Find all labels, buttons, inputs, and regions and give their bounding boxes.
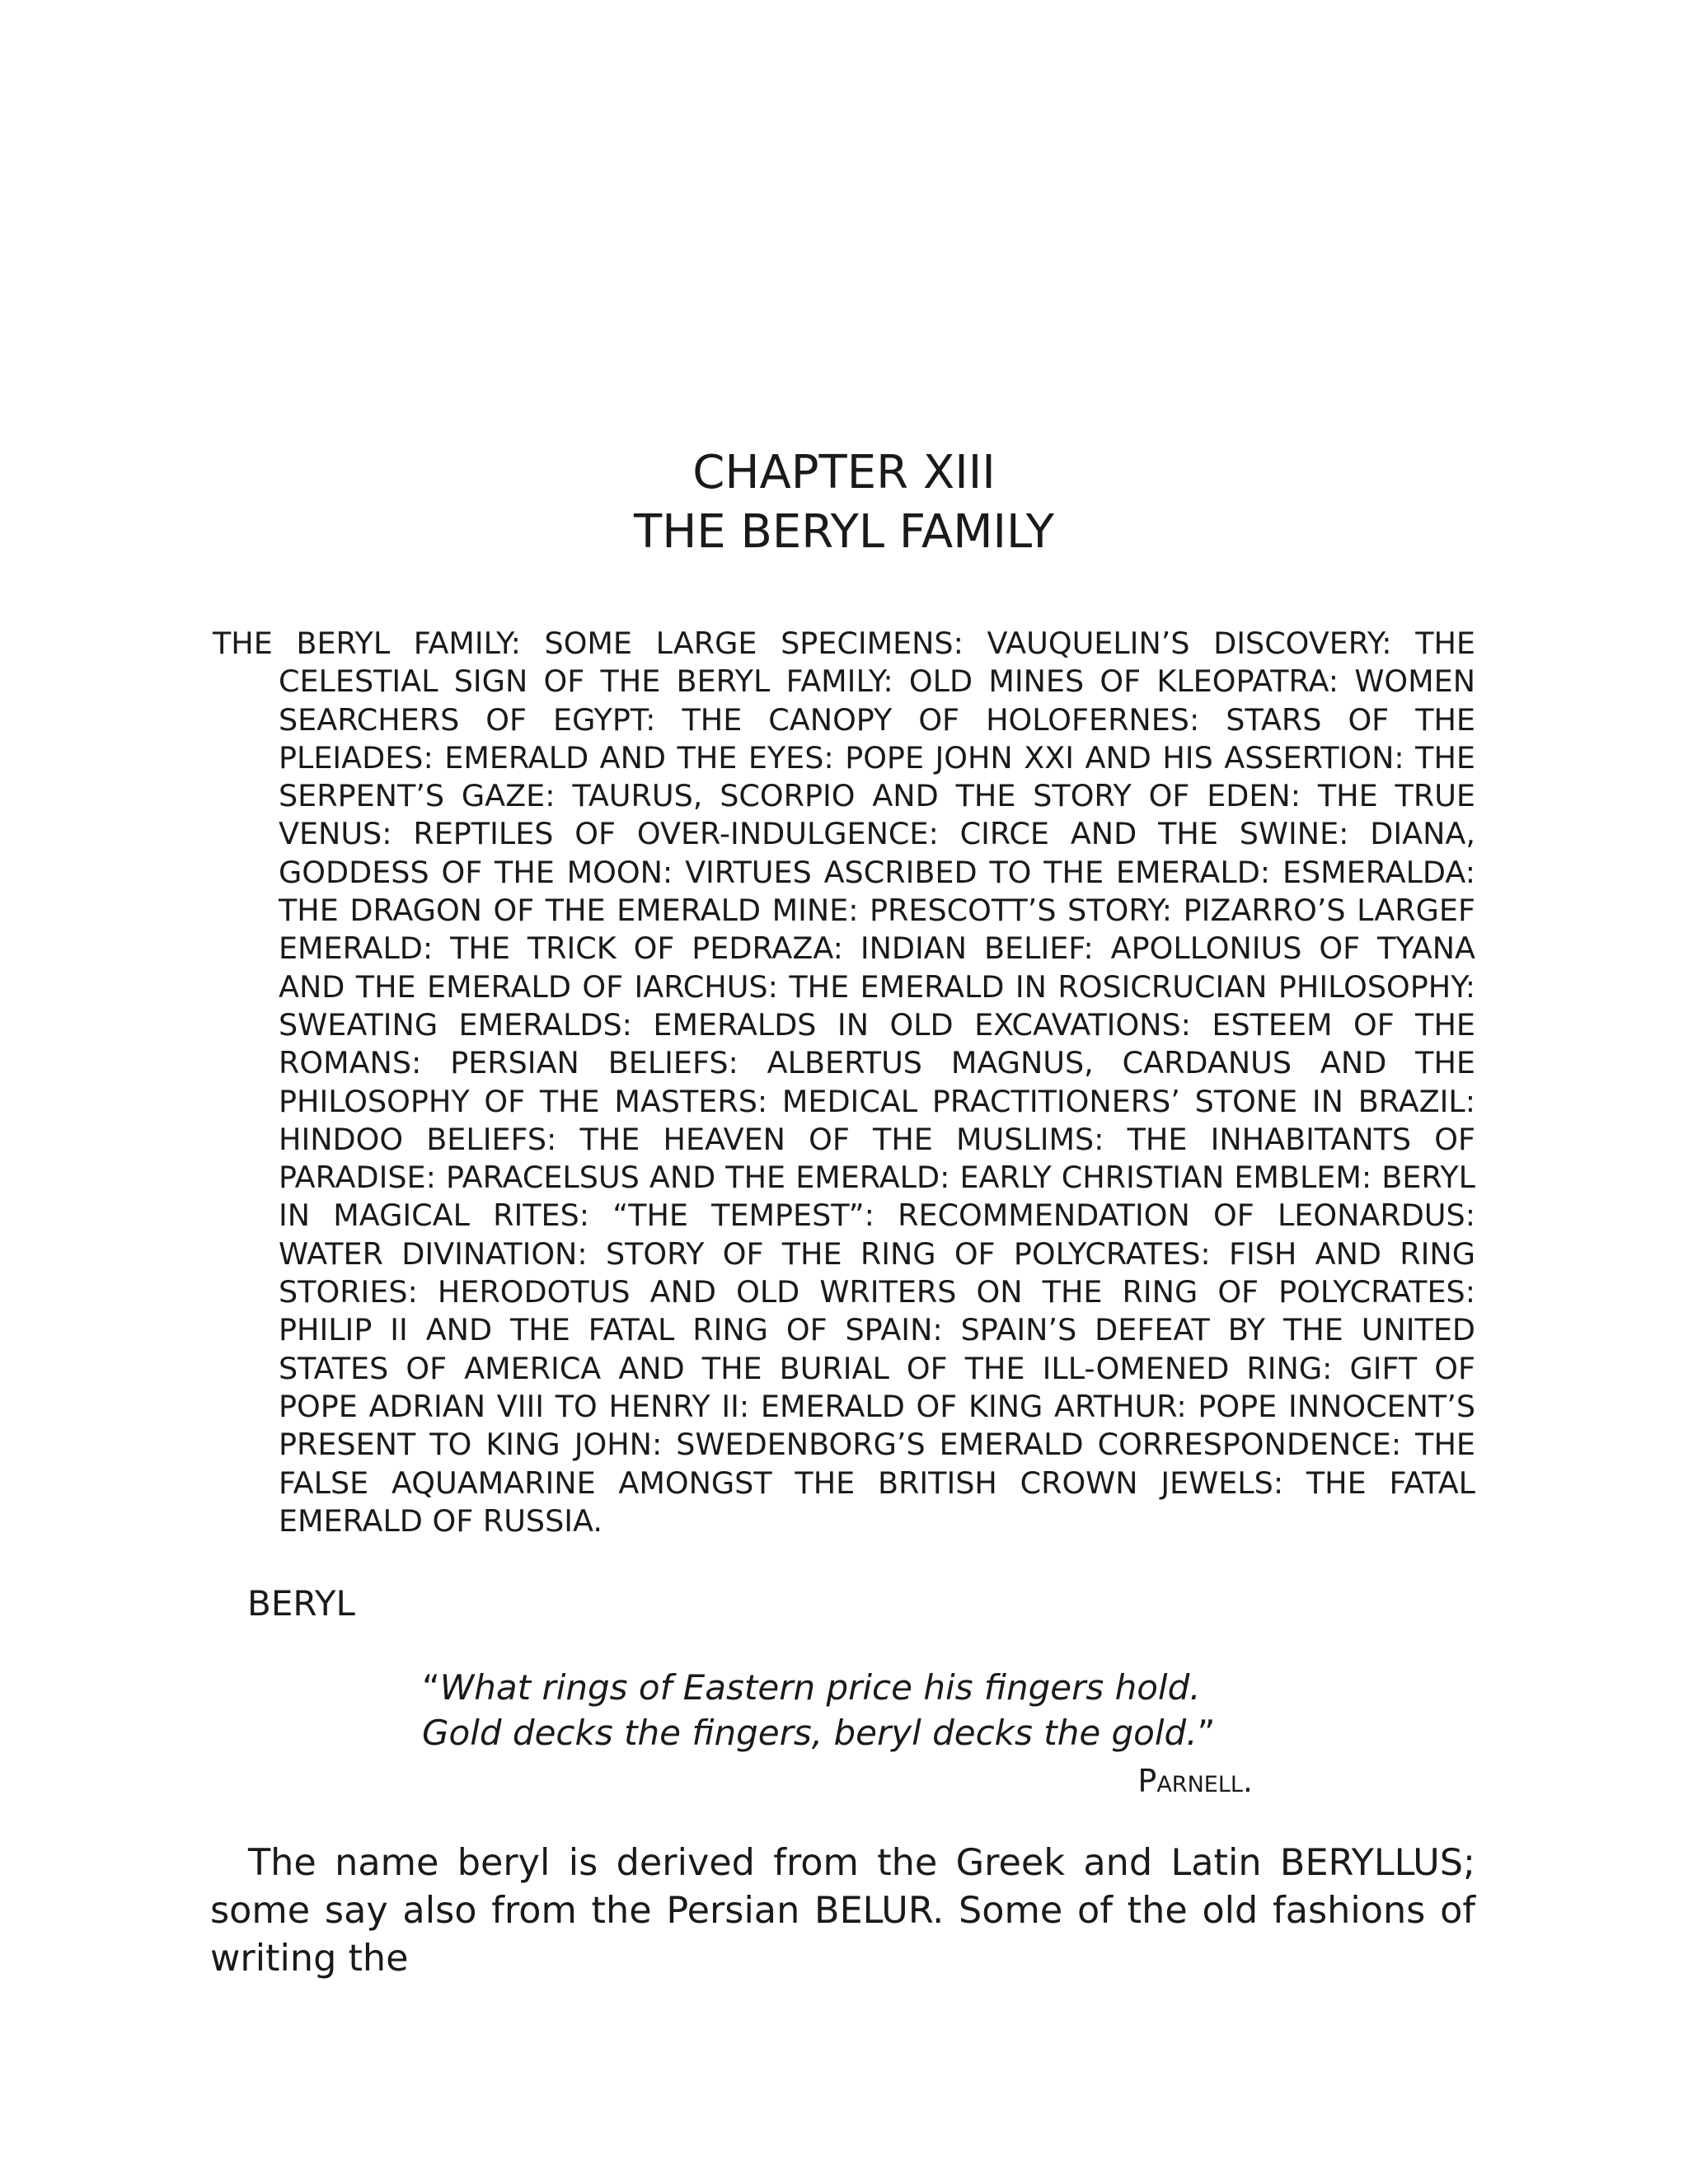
chapter-number: CHAPTER XIII [692,446,996,499]
chapter-title: THE BERYL FAMILY [633,505,1054,559]
epigraph-line-1 [422,1665,1253,1710]
epigraph-line-2-text: Gold decks the fingers, beryl decks the gold. [422,1713,1198,1753]
epigraph-line-2 [422,1710,1253,1755]
epigraph-line-1-text: What rings of Eastern price his fingers hold. [439,1667,1201,1708]
body-paragraph: The name beryl is derived from the Greek and Latin BERYLLUS; some say also from the Persian BELUR. Some of the old fashions of writing the [210,1842,1475,1980]
chapter-heading [0,443,1688,562]
epigraph-close-quote: ” [1197,1713,1216,1753]
chapter-summary: THE BERYL FAMILY: SOME LARGE SPECIMENS: VAUQUELIN’S DISCOVERY: THE CELESTIAL SIGN OF THE BERYL FAMILY: OLD MINES OF KLEOPATRA: WOMEN SEARCHERS OF EGYPT: THE CANOPY OF HOLOFERNES: STARS OF THE PLEIADES: EMERALD AND THE EYES: POPE JOHN XXI AND HIS ASSERTION: THE SERPENT’S GAZE: TAURUS, SCORPIO AND THE STORY OF EDEN: THE TRUE VENUS: REPTILES OF OVER-INDULGENCE: CIRCE AND THE SWINE: DIANA, GODDESS OF THE MOON: VIRTUES ASCRIBED TO THE EMERALD: ESMERALDA: THE DRAGON OF THE EMERALD MINE: PRESCOTT’S STORY: PIZARRO’S LARGEF EMERALD: THE TRICK OF PEDRAZA: INDIAN BELIEF: APOLLONIUS OF TYANA AND THE EMERALD OF IARCHUS: THE EMERALD IN ROSICRUCIAN PHILOSOPHY: SWEATING EMERALDS: EMERALDS IN OLD EXCAVATIONS: ESTEEM OF THE ROMANS: PERSIAN BELIEFS: ALBERTUS MAGNUS, CARDANUS AND THE PHILOSOPHY OF THE MASTERS: MEDICAL PRACTITIONERS’ STONE IN BRAZIL: HINDOO BELIEFS: THE HEAVEN OF THE MUSLIMS: THE INHABITANTS OF PARADISE: PARACELSUS AND THE EMERALD: EARLY CHRISTIAN EMBLEM: BERYL IN MAGICAL RITES: “THE TEMPEST”: RECOMMENDATION OF LEONARDUS: WATER DIVINATION: STORY OF THE RING OF POLYCRATES: FISH AND RING STORIES: HERODOTUS AND OLD WRITERS ON THE RING OF POLYCRATES: PHILIP II AND THE FATAL RING OF SPAIN: SPAIN’S DEFEAT BY THE UNITED STATES OF AMERICA AND THE BURIAL OF THE ILL-OMENED RING: GIFT OF POPE ADRIAN VIII TO HENRY II: EMERALD OF KING ARTHUR: POPE INNOCENT’S PRESENT TO KING JOHN: SWEDENBORG’S EMERALD CORRESPONDENCE: THE FALSE AQUAMARINE AMONGST THE BRITISH CROWN JEWELS: THE FATAL EMERALD OF RUSSIA. [213,626,1475,1539]
epigraph-attribution: Parnell. [1137,1763,1253,1799]
section-title: BERYL [247,1583,355,1624]
epigraph [422,1665,1253,1755]
epigraph-open-quote: “ [422,1667,440,1708]
